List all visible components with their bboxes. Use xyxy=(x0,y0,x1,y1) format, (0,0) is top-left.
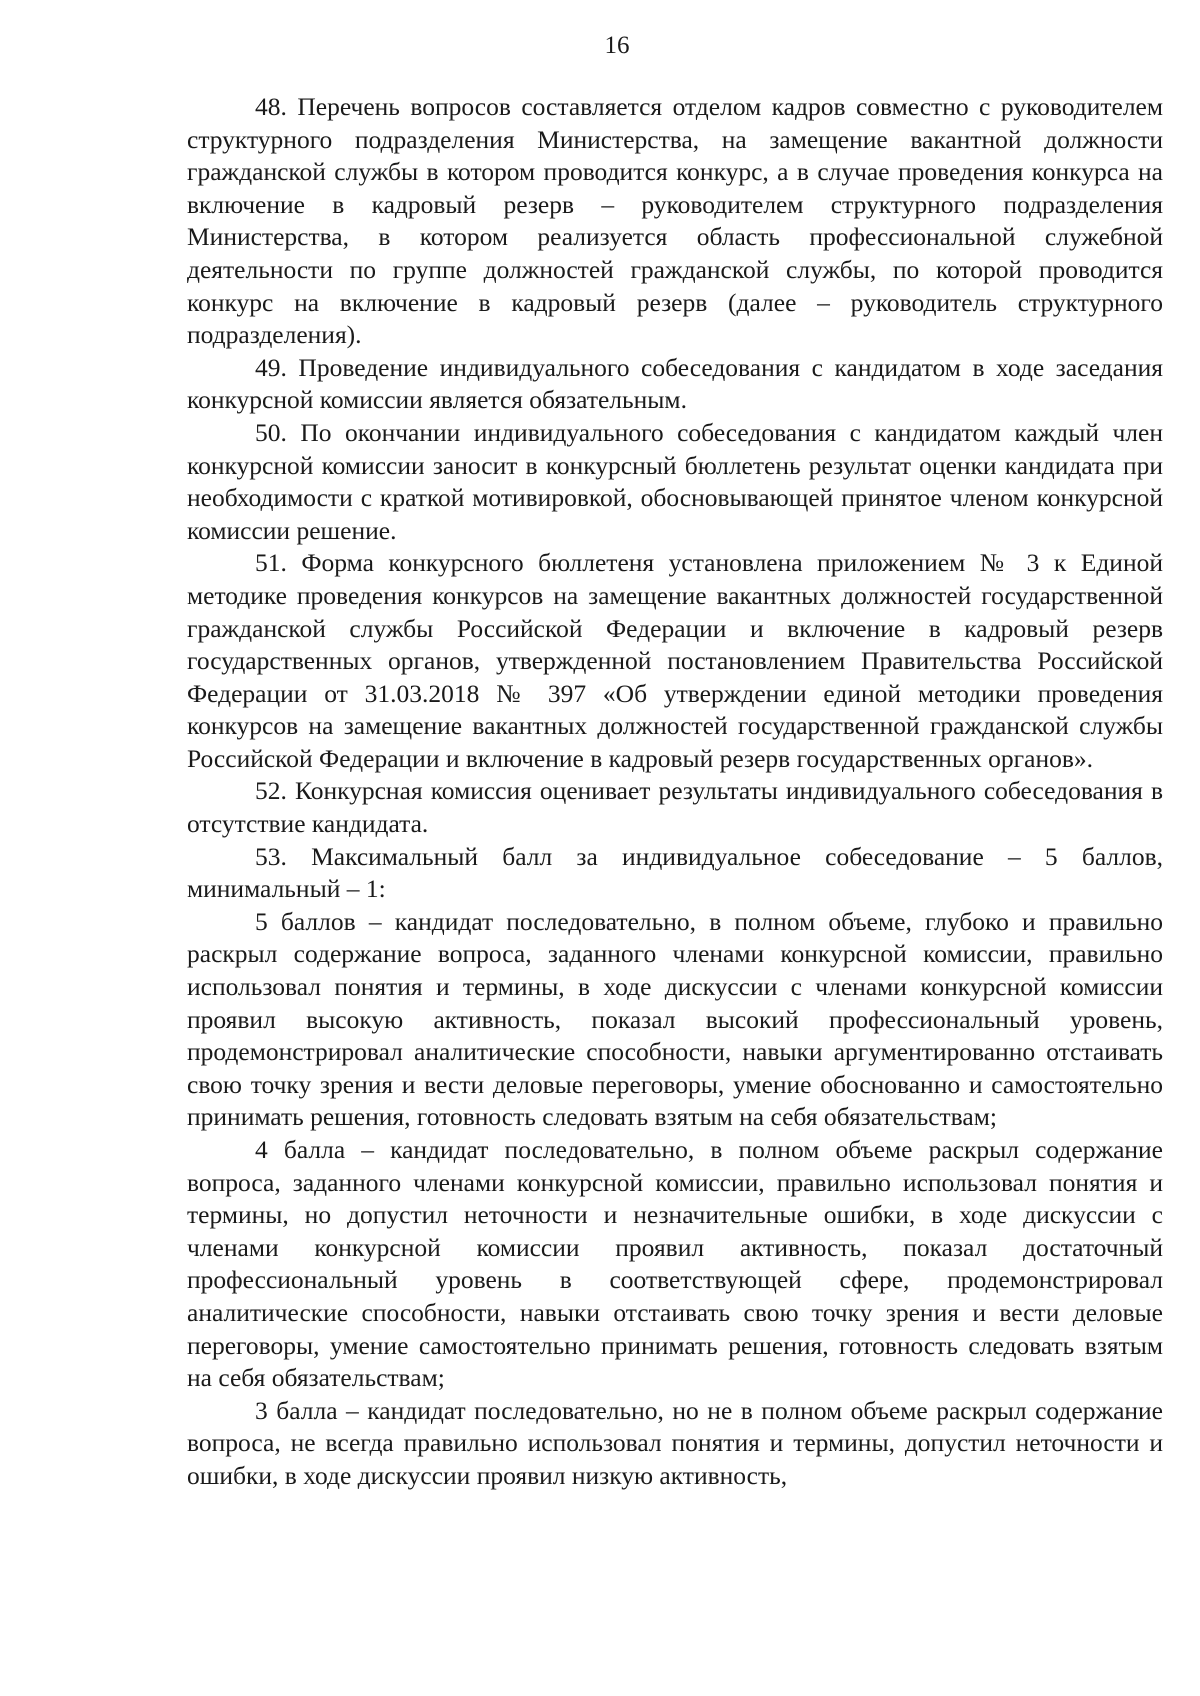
score-5-description: 5 баллов – кандидат последовательно, в полном объеме, глубоко и правильно раскрыл содержание вопроса, заданного членами конкурсной комиссии, правильно использовал понятия и термины, в ходе дискуссии с членами конкурсной комиссии проявил высокую активность, показал высокий профессиональный уровень, продемонстрировал аналитические способности, навыки аргументированно отстаивать свою точку зрения и вести деловые переговоры, умение обоснованно и самостоятельно принимать решения, готовность следовать взятым на себя обязательствам; xyxy=(187,906,1163,1132)
document-body xyxy=(187,91,1163,1493)
paragraph-50: 50. По окончании индивидуального собеседования с кандидатом каждый член конкурсной комиссии заносит в конкурсный бюллетень результат оценки кандидата при необходимости с краткой мотивировкой, обосновывающей принятое членом конкурсной комиссии решение. xyxy=(187,417,1163,545)
paragraph-52: 52. Конкурсная комиссия оценивает результаты индивидуального собеседования в отсутствие кандидата. xyxy=(187,776,1163,839)
paragraph-49: 49. Проведение индивидуального собеседования с кандидатом в ходе заседания конкурсной комиссии является обязательным. xyxy=(187,352,1163,415)
paragraph-48: 48. Перечень вопросов составляется отделом кадров совместно с руководителем структурного подразделения Министерства, на замещение вакантной должности гражданской службы в котором проводится конкурс, а в случае проведения конкурса на включение в кадровый резерв – руководителем структурного подразделения Министерства, в котором реализуется область профессиональной служебной деятельности по группе должностей гражданской службы, по которой проводится конкурс на включение в кадровый резерв (далее – руководитель структурного подразделения). xyxy=(187,92,1163,350)
score-3-description: 3 балла – кандидат последовательно, но не в полном объеме раскрыл содержание вопроса, не всегда правильно использовал понятия и термины, допустил неточности и ошибки, в ходе дискуссии проявил низкую активность, xyxy=(187,1395,1163,1490)
score-4-description: 4 балла – кандидат последовательно, в полном объеме раскрыл содержание вопроса, заданного членами конкурсной комиссии, правильно использовал понятия и термины, но допустил неточности и незначительные ошибки, в ходе дискуссии с членами конкурсной комиссии проявил активность, показал достаточный профессиональный уровень в соответствующей сфере, продемонстрировал аналитические способности, навыки отстаивать свою точку зрения и вести деловые переговоры, умение самостоятельно принимать решения, готовность следовать взятым на себя обязательствам; xyxy=(187,1135,1163,1393)
paragraph-51: 51. Форма конкурсного бюллетеня установлена приложением № 3 к Единой методике проведения конкурсов на замещение вакантных должностей государственной гражданской службы Российской Федерации и включение в кадровый резерв государственных органов, утвержденной постановлением Правительства Российской Федерации от 31.03.2018 № 397 «Об утверждении единой методики проведения конкурсов на замещение вакантных должностей государственной гражданской службы Российской Федерации и включение в кадровый резерв государственных органов». xyxy=(187,548,1163,773)
paragraph-53: 53. Максимальный балл за индивидуальное собеседование – 5 баллов, минимальный – 1: xyxy=(187,841,1163,904)
page-number: 16 xyxy=(604,32,630,59)
